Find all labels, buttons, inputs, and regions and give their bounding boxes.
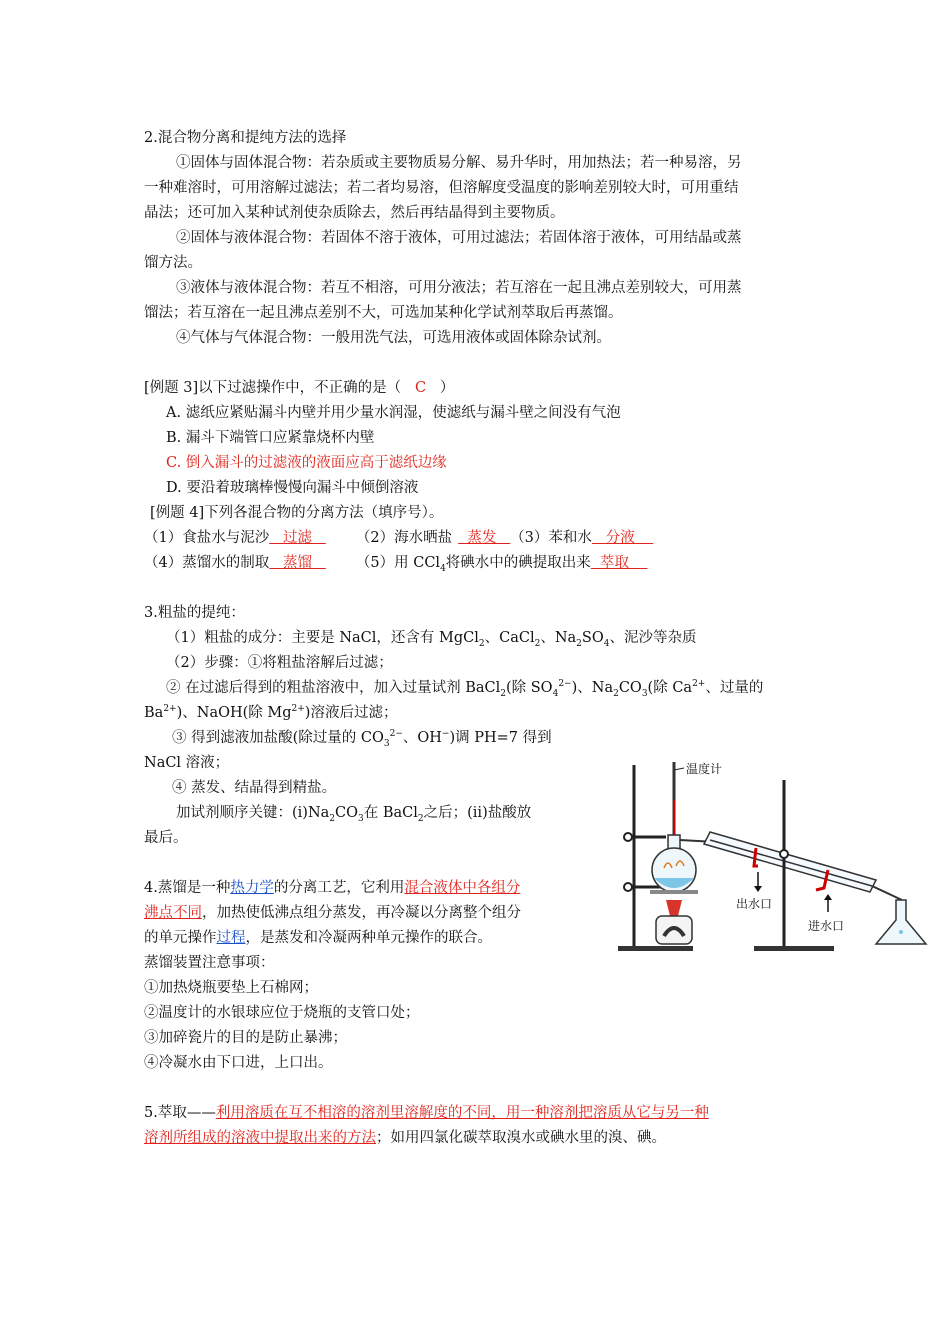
s5-tail: ；如用四氯化碳萃取溴水或碘水里的溴、碘。	[376, 1130, 666, 1146]
s3-l1c: 、Na	[540, 630, 577, 646]
stand-base-mid	[754, 946, 834, 951]
s3-l3a: ② 在过滤后得到的粗盐溶液中，加入过量试剂 BaCl	[166, 680, 501, 696]
s2-p2a: ②固体与液体混合物：若固体不溶于液体，可用过滤法；若固体溶于液体，可用结晶或蒸	[176, 230, 742, 246]
sub: 2	[329, 813, 336, 824]
s3-l3f: 、过量的	[705, 680, 764, 696]
s5-definition-1: 利用溶质在互不相溶的溶剂里溶解度的不同，用一种溶剂把溶质从它与另一种	[215, 1105, 709, 1121]
s3-line-7: ④ 蒸发、结晶得到精盐。	[172, 780, 337, 796]
sup: 2+	[163, 704, 177, 715]
s4-c2: ，是蒸发和冷凝两种单元操作的联合。	[245, 930, 492, 946]
s5-line-1	[144, 1103, 709, 1123]
s3-line-2: （2）步骤：①将粗盐溶解后过滤；	[166, 655, 393, 671]
q1-text: （1）食盐水与泥沙	[144, 530, 270, 546]
link-process[interactable]: 过程	[216, 930, 246, 946]
example-4-stem: [例题 4]下列各混合物的分离方法（填序号）。	[150, 505, 444, 521]
s3-l4c: )溶液后过滤；	[304, 705, 398, 721]
notes-title: 蒸馏装置注意事项：	[144, 955, 275, 971]
sub: 3	[383, 738, 390, 749]
s5-a: 5.萃取——	[144, 1105, 216, 1121]
sup: 2+	[291, 704, 305, 715]
s3-line-6: NaCl 溶液；	[144, 755, 230, 771]
q5-answer: 萃取	[590, 555, 648, 571]
q5-text-a: （5）用 CCl	[355, 555, 441, 571]
distillation-apparatus-figure	[606, 740, 940, 954]
sub: 3	[358, 813, 364, 824]
example-3-question: [例题 3]以下过滤操作中，不正确的是（	[144, 380, 402, 396]
s3-l8a: 加试剂顺序关键：(ⅰ)Na	[176, 805, 330, 821]
thermometer-label: 温度计	[686, 762, 723, 776]
option-a: A. 滤纸应紧贴漏斗内壁并用少量水润湿，使滤纸与漏斗壁之间没有气泡	[166, 405, 621, 421]
s3-l1a: （1）粗盐的成分：主要是 NaCl，还含有 MgCl	[166, 630, 479, 646]
link-boiling-point-b[interactable]: 沸点不同	[144, 905, 202, 921]
s3-l8b: CO	[335, 805, 359, 821]
option-b: B. 漏斗下端管口应紧靠烧杯内壁	[166, 430, 375, 446]
s2-p2b: 馏方法。	[144, 255, 202, 271]
s2-p3b: 馏法；若互溶在一起且沸点差别不大，可选加某种化学试剂萃取后再蒸馏。	[144, 305, 623, 321]
s3-l1e: 、泥沙等杂质	[609, 630, 697, 646]
s3-l4b: )、NaOH(除 Mg	[176, 705, 292, 721]
sub: 2	[576, 638, 582, 649]
s3-l5a: ③ 得到滤液加盐酸(除过量的 CO	[172, 730, 384, 746]
s3-l3e: (除 Ca	[647, 680, 693, 696]
sub: 2	[613, 688, 619, 699]
sup: −	[441, 729, 450, 740]
s2-p1b: 一种难溶时，可用溶解过滤法；若二者均易溶，但溶解度受温度的影响差别较大时，可用重结	[144, 180, 739, 196]
note-1: ①加热烧瓶要垫上石棉网；	[144, 980, 318, 996]
s3-line-5	[172, 728, 552, 748]
s3-line-9: 最后。	[144, 830, 188, 846]
s3-l1b: 、CaCl	[484, 630, 535, 646]
s2-p3a: ③液体与液体混合物：若互不相溶，可用分液法；若互溶在一起且沸点差别较大，可用蒸	[176, 280, 742, 296]
s3-line-4	[144, 703, 397, 723]
q5-text-b: 将碘水中的碘提取出来	[445, 555, 591, 571]
q1-answer: 过滤	[269, 530, 326, 546]
s3-line-3	[166, 678, 763, 698]
s4-line-1	[144, 878, 520, 898]
example-4-row-1	[144, 528, 653, 548]
sup: 2+	[692, 679, 706, 690]
s2-p1c: 晶法；还可加入某种试剂使杂质除去，然后再结晶得到主要物质。	[144, 205, 565, 221]
sub: 3	[641, 688, 648, 699]
s4-a1: 4.蒸馏是一种	[144, 880, 231, 896]
link-thermodynamics[interactable]: 热力学	[230, 880, 274, 896]
s3-l3d: CO	[618, 680, 642, 696]
link-boiling-point-a[interactable]: 混合液体中各组分	[404, 880, 521, 896]
water-out-label: 出水口	[736, 897, 773, 911]
q4-text: （4）蒸馏水的制取	[144, 555, 270, 571]
s2-p4: ④气体与气体混合物：一般用洗气法，可选用液体或固体除杂试剂。	[176, 330, 611, 346]
s3-l5c: )调 PH=7 得到	[449, 730, 552, 746]
s3-l1d: SO	[581, 630, 604, 646]
q5-sub: 4	[440, 563, 446, 574]
example-3-answer: C	[414, 380, 427, 396]
s4-line-3	[144, 928, 492, 948]
sub: 2	[417, 813, 424, 824]
example-3-stem	[144, 378, 454, 398]
section-3-title: 3.粗盐的提纯：	[144, 605, 245, 621]
s3-l3c: )、Na	[571, 680, 614, 696]
s5-definition-2: 溶剂所组成的溶液中提取出来的方法	[144, 1130, 376, 1146]
q2-answer: 蒸发	[458, 530, 511, 546]
option-c: C. 倒入漏斗的过滤液的液面应高于滤纸边缘	[166, 455, 447, 471]
sup: 2−	[558, 679, 572, 690]
note-3: ③加碎瓷片的目的是防止暴沸；	[144, 1030, 347, 1046]
section-2-title: 2.混合物分离和提纯方法的选择	[144, 130, 347, 146]
s3-l8c: 在 BaCl	[363, 805, 418, 821]
sub: 4	[552, 688, 559, 699]
option-d: D. 要沿着玻璃棒慢慢向漏斗中倾倒溶液	[166, 480, 419, 496]
note-4: ④冷凝水由下口进，上口出。	[144, 1055, 333, 1071]
s4-c1: 的单元操作	[144, 930, 217, 946]
s4-a2: 的分离工艺，它利用	[273, 880, 405, 896]
sub: 4	[603, 638, 610, 649]
sup: 2−	[389, 729, 403, 740]
q4-answer: 蒸馏	[269, 555, 326, 571]
sub: 2	[534, 638, 541, 649]
q3-text: （3）苯和水	[510, 530, 592, 546]
water-in-label: 进水口	[808, 919, 845, 933]
s4-line-2	[144, 903, 521, 923]
s3-line-1	[166, 628, 696, 648]
s3-l5b: 、OH	[402, 730, 442, 746]
q3-answer: 分液	[591, 530, 654, 546]
s4-b: ，加热使低沸点组分蒸发，再冷凝以分离整个组分	[202, 905, 521, 921]
s3-line-8	[176, 803, 531, 823]
example-4-row-2	[144, 553, 647, 573]
q2-text: （2）海水晒盐	[355, 530, 453, 546]
note-2: ②温度计的水银球应位于烧瓶的支管口处；	[144, 1005, 420, 1021]
s2-p1a: ①固体与固体混合物：若杂质或主要物质易分解、易升华时，用加热法；若一种易溶，另	[176, 155, 742, 171]
s5-line-2	[144, 1128, 666, 1148]
s3-l4a: Ba	[144, 705, 164, 721]
sub: 2	[500, 688, 506, 699]
s3-l8d: 之后；(ⅱ)盐酸放	[423, 805, 532, 821]
s3-l3b: (除 SO	[505, 680, 553, 696]
distillation-apparatus-drawing	[606, 740, 940, 954]
example-3-close: ）	[439, 380, 455, 396]
stand-base-left	[618, 946, 693, 951]
sub: 2	[478, 638, 485, 649]
